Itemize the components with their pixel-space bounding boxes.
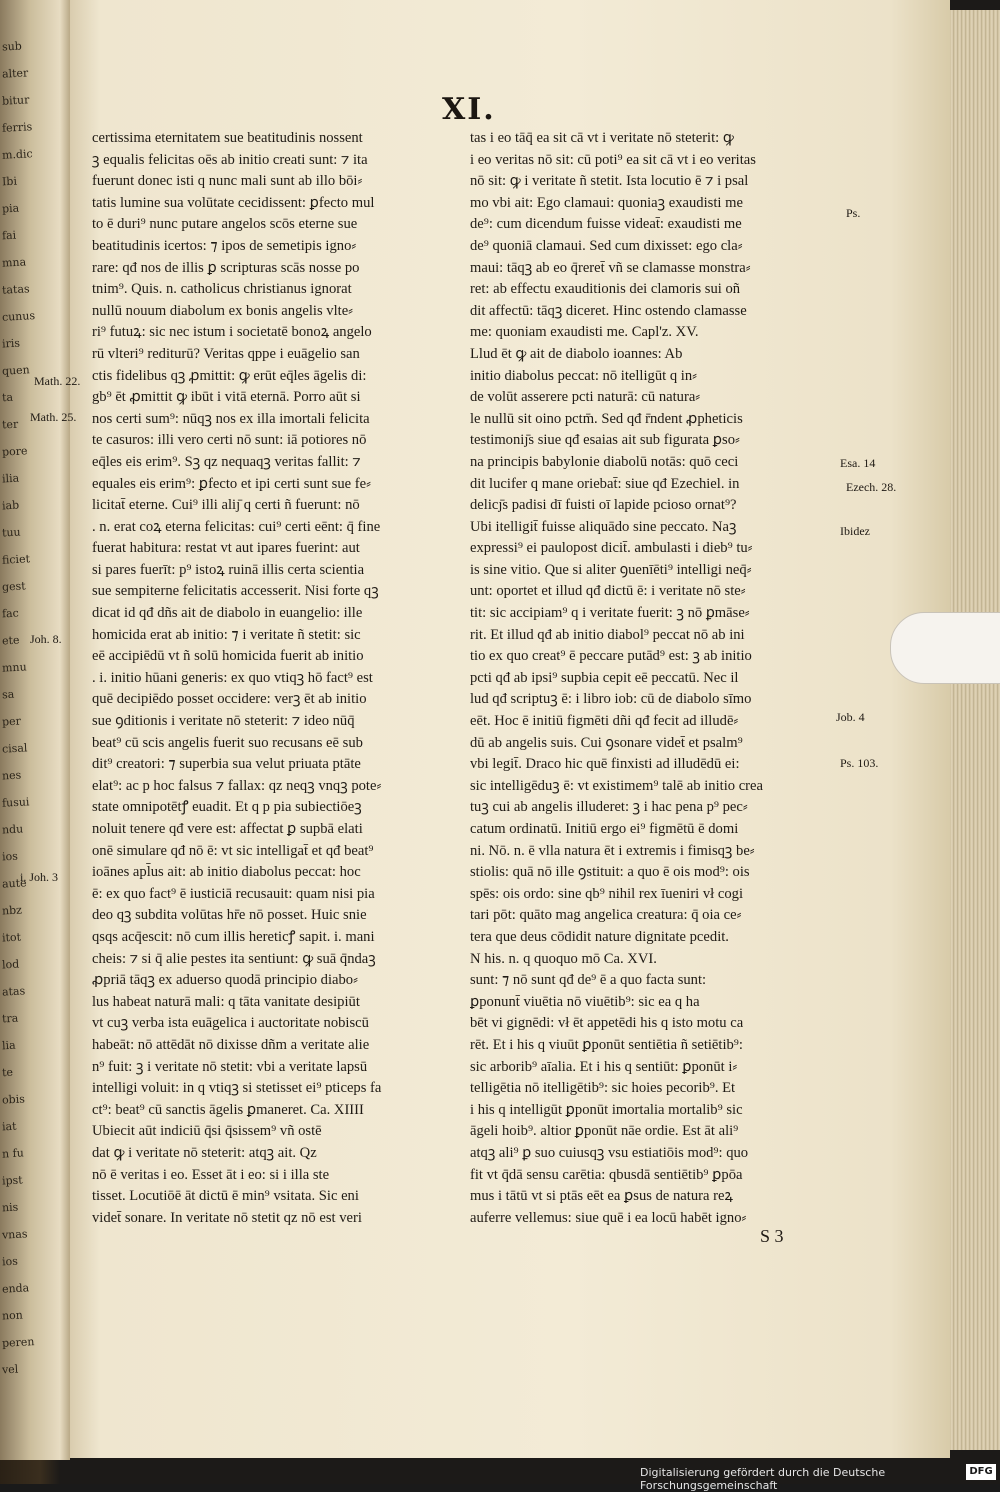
text-line: rit. Et illud qđ ab initio diabol⁹ peccat nō ab ini [470, 626, 745, 643]
text-line: sue ꝯditionis i veritate nō steterit: ⁊ ideo nūq̄ [92, 713, 355, 730]
text-line: eēt. Hoc ē initiū figmēti dñi qđ fecit ad illudē⸗ [470, 713, 739, 730]
text-line: fit vt q̄dā sensu carētia: qbusdā sentiētib⁹ ꝑpōa [470, 1166, 743, 1183]
facing-page-fragment: tra [1, 1011, 19, 1026]
facing-page-fragment: ferris [1, 120, 33, 135]
text-line: beatitudinis icertos: ⁊ ipos de semetipis igno⸗ [92, 237, 357, 254]
facing-page-fragment: fai [1, 228, 17, 243]
text-line: ꝫ equalis felicitas oēs ab initio creati sunt: ⁊ ita [92, 151, 368, 168]
text-line: de⁹ quoniā clamaui. Sed cum dixisset: ego cla⸗ [470, 237, 743, 254]
text-line: bēt vi gignēdi: vł ēt appetēdi his q isto motu ca [470, 1015, 744, 1032]
text-line: homicida erat ab initio: ⁊ i veritate ñ stetit: sic [92, 626, 361, 643]
text-line: elat⁹: ac p hoc falsus ⁊ fallax: qz neqꝫ vnqꝫ pote⸗ [92, 777, 382, 794]
text-line: deo qꝫ subdita volūtas hr̄e nō posset. Huic snie [92, 907, 367, 924]
text-line: ꝓpriā tāqꝫ ex aduerso quodā principio diabo⸗ [92, 972, 358, 989]
right-text-column [470, 128, 838, 1229]
text-line: fuerunt donec isti q nunc mali sunt ab illo bōi⸗ [92, 173, 363, 190]
margin-note-i-joh-3: i. Joh. 3 [20, 870, 59, 884]
text-line: eē accipiēdū vt ñ solū homicida fuerit ab initio [92, 648, 364, 665]
facing-page-fragment: itot [1, 930, 22, 945]
facing-page-fragment: m.dic [1, 147, 33, 162]
page-edges [950, 10, 1000, 1450]
text-line: certissima eternitatem sue beatitudinis nossent [92, 130, 363, 146]
bookmark-tab [890, 612, 1000, 684]
text-line: me: quoniam exaudisti me. Capl'z. XV. [470, 324, 699, 341]
text-line: nō sit: ꝙ i veritate ñ stetit. Ista locutio ē ⁊ i psal [470, 173, 749, 190]
facing-page-fragment: pore [1, 444, 28, 459]
facing-page-fragment: mnu [1, 660, 27, 675]
facing-page-fragment: ios [1, 1254, 19, 1269]
text-line: na principis babylonie diabolū notās: quō ceci [470, 453, 739, 470]
facing-page-fragment: tatas [1, 282, 30, 297]
text-line: de volūt asserere pcti naturā: cū natura⸗ [470, 389, 701, 406]
text-line: ioānes apl̄us ait: ab initio diabolus peccat: hoc [92, 864, 361, 881]
facing-page-fragment: peren [1, 1335, 35, 1350]
facing-page-fragment: nes [1, 768, 22, 783]
text-line: ct⁹: beat⁹ cū sanctis āgelis ꝑmaneret. Ca. XIIII [92, 1101, 364, 1118]
text-line: tio ex quo creat⁹ ē peccare putād⁹ est: ꝫ ab initio [470, 648, 752, 665]
text-line: tit: sic accipiam⁹ q i veritate fuerit: ꝫ nō ꝑmāse⸗ [470, 605, 750, 622]
text-line: āgeli hoib⁹. altior ꝑponūt nāe ordie. Est āt ali⁹ [470, 1123, 739, 1140]
text-line: delicȷ̄s padisi dī fuisti oī lapide pcioso ornat⁹? [470, 497, 737, 514]
facing-page-fragment: fusui [1, 795, 30, 810]
text-line: i his q intelligūt ꝑponūt imortalia mortalib⁹ sic [470, 1101, 743, 1118]
text-line: nos certi sum⁹: nūqꝫ nos ex illa imortali felicita [92, 410, 370, 427]
facing-page-fragment: mna [1, 255, 27, 270]
text-line: pcti qđ ab ipsi⁹ supbia cepit eē peccatū. Nec il [470, 669, 739, 686]
facing-page-fragment: iat [1, 1119, 17, 1134]
facing-page-fragment: gest [1, 579, 26, 594]
text-line: Ubi itelligit̄ fuisse aliquādo sine peccato. Naꝫ [470, 518, 737, 535]
facing-page-fragment: obis [1, 1092, 26, 1107]
dfg-logo: DFG [966, 1464, 996, 1480]
text-line: dat ꝙ i veritate nō steterit: atqꝫ ait. Qz [92, 1144, 317, 1161]
text-line: te casuros: illi vero certi nō sunt: iā potiores nō [92, 432, 367, 449]
text-line: stiolis: quā nō ille ꝯstituit: a quo ē ois mod⁹: ois [470, 864, 750, 881]
text-line: tnim⁹. Quis. n. catholicus christianus ignorat [92, 281, 352, 298]
text-line: onē simulare qđ nō ē: vt sic intelligat̄ et qđ beat⁹ [92, 842, 374, 859]
text-line: nō ē veritas i eo. Esset āt i eo: si i illa ste [92, 1166, 330, 1183]
facing-page-fragment: ta [1, 390, 14, 405]
text-line: lud qđ scriptuꝫ ē: i libro iob: cū de diabolo sīmo [470, 691, 752, 708]
margin-note-ps-103: Ps. 103. [840, 756, 879, 770]
text-line: gb⁹ ēt ꝓmittit ꝙ ibūt i vitā eternā. Porro aūt si [92, 389, 361, 406]
text-line: state omnipotētꝭ euadit. Et q p pia subiectiōeꝫ [92, 799, 362, 816]
facing-page-fragment: ndu [1, 822, 24, 837]
text-line: dit⁹ creatori: ⁊ superbia sua velut priuata ptāte [92, 756, 361, 773]
text-line: equales eis erim⁹: ꝑfecto et ipi certi sunt sue fe⸗ [92, 475, 371, 492]
text-line: habeāt: nō attēdāt nō dixisse dñm a veritate alie [92, 1036, 370, 1053]
text-line: is sine vitio. Que si aliter ꝯuenīēti⁹ intelligi neq̄⸗ [470, 561, 752, 578]
text-line: N his. n. q quoquo mō Ca. XVI. [470, 950, 657, 967]
margin-note-ezech-28: Ezech. 28. [846, 480, 897, 494]
text-line: si pares fuerīt: p⁹ istoꝝ ruinā illis certa scientia [92, 561, 365, 578]
text-line: quē decipiēdo posset occidere: verꝫ ēt ab initio [92, 691, 367, 708]
facing-page-fragment: nbz [1, 903, 23, 918]
facing-page-fragment: sa [1, 687, 15, 702]
text-line: ri⁹ futuꝝ: sic nec istum i societatē bonoꝝ angelo [92, 324, 372, 341]
text-line: qsqs acq̄escit: nō cum illis hereticꝭ sapit. i. mani [92, 928, 375, 945]
facing-page-fragment: quen [1, 363, 31, 378]
text-line: unt: oportet et illud qđ dictū ē: i veritate nō ste⸗ [470, 583, 746, 600]
facing-page-fragment: nis [1, 1200, 19, 1215]
text-line: rare: qđ nos de illis ꝑ scripturas scās nosse po [92, 259, 360, 276]
facing-page-fragment: enda [1, 1281, 30, 1296]
text-line: vbi legit̄. Draco hic quē finxisti ad illudēdū ei: [470, 756, 740, 773]
text-line: cheis: ⁊ si q̄ alie pestes ita sentiunt: ꝙ suā q̄ndaꝫ [92, 950, 376, 967]
text-line: expressi⁹ ei paulopost dicit̄. ambulasti i dieb⁹ tu⸗ [470, 540, 753, 557]
facing-page-fragment: per [1, 714, 22, 729]
text-line: tas i eo tāq̄ ea sit cā vt i veritate nō steterit: ꝙ [470, 130, 734, 146]
text-line: . i. initio hūani generis: ex quo vtiqꝫ hō fact⁹ est [92, 669, 373, 686]
text-line: rū vlteri⁹ rediturū? Veritas qppe i euāgelio san [92, 345, 360, 362]
text-line: ē: ex quo fact⁹ ē iusticiā recusauit: quam nisi pia [92, 885, 375, 902]
facing-page-fragment: ete [1, 633, 20, 648]
facing-page-fragment: fac [1, 606, 20, 621]
text-line: to ē duri⁹ nunc putare angelos scōs eterne sue [92, 216, 358, 233]
text-line: ctis fidelibus qꝫ ꝓmittit: ꝙ erūt eq̄les āgelis di: [92, 367, 367, 384]
text-line: spēs: ois ordo: sine qb⁹ nihil rex īueniri vł cogi [470, 885, 744, 902]
facing-page-fragment: ilia [1, 471, 20, 486]
facing-page-fragment: bitur [1, 93, 30, 108]
text-line: sic arborib⁹ aīalia. Et i his q sentiūt: ꝑponūt i⸗ [470, 1058, 738, 1075]
text-line: initio diabolus peccat: nō itelligūt q in⸗ [470, 367, 697, 384]
facing-page-fragment: lod [1, 957, 20, 972]
facing-page-fragment: lia [1, 1038, 16, 1053]
margin-note-ps: Ps. [846, 206, 861, 220]
signature-mark: S 3 [760, 1226, 784, 1246]
text-line: dit affectū: tāqꝫ diceret. Hinc ostendo clamasse [470, 302, 747, 319]
facing-page-fragment: Ibi [1, 174, 18, 189]
margin-note-math-25: Math. 25. [30, 410, 77, 424]
text-line: tisset. Locutiōē āt dictū ē min⁹ vsitata. Sic eni [92, 1188, 359, 1205]
facing-page-fragment: atas [1, 984, 26, 999]
facing-page-fragment: ios [1, 849, 19, 864]
text-line: fuerat habitura: restat vt aut ipares fuerint: aut [92, 540, 360, 557]
facing-page-fragment: n fu [1, 1146, 25, 1161]
left-text-column [92, 128, 460, 1229]
text-line: licitat̄ eterne. Cui⁹ illi aliȷ̄ q certi ñ fuerunt: nō [92, 497, 360, 514]
margin-note-job-4: Job. 4 [836, 710, 865, 724]
facing-page-fragment: tuu [1, 525, 21, 540]
text-line: auferre vellemus: siue quē i ea locū habēt igno⸗ [470, 1209, 747, 1226]
text-line: videt̄ sonare. In veritate nō stetit qz nō est veri [92, 1209, 362, 1226]
text-line: vt cuꝫ verba ista euāgelica i auctoritate nobiscū [92, 1015, 369, 1032]
text-line: ret: ab effectu exauditionis dei clamoris sui oñ [470, 281, 741, 298]
facing-page-fragment: ipst [1, 1173, 23, 1188]
text-line: intelligi voluit: in q vtiqꝫ si stetisset ei⁹ pticeps fa [92, 1080, 382, 1097]
facing-page-fragment: pia [1, 201, 20, 216]
text-line: tera que deus cōdidit nature dignitate pcedit. [470, 928, 729, 945]
text-line: Ubiecit aūt indiciū q̄si q̄sissem⁹ vñ ostē [92, 1123, 322, 1140]
text-line: le nullū sit oino pctm̄. Sed qđ r̄ndent ꝓpheticis [470, 410, 743, 427]
text-line: nullū nouum diabolum ex bonis angelis vlte⸗ [92, 302, 354, 319]
facing-page-fragment: iris [1, 336, 21, 351]
facing-page-fragment: iab [1, 498, 20, 513]
text-line: tatis lumine sua volūtate cecidissent: ꝑfecto mul [92, 194, 375, 211]
facing-page-edge [0, 0, 70, 1460]
text-line: testimoniȷ̄s siue qđ esaias ait sub figurata ꝑso⸗ [470, 432, 740, 449]
text-line: telligētia nō itelligētib⁹: sic hoies pecorib⁹. Et [470, 1080, 736, 1097]
text-line: Llud ēt ꝙ ait de diabolo ioannes: Ab [470, 345, 683, 362]
facing-page-fragment: ter [1, 417, 19, 432]
facing-page-fragment: sub [1, 39, 23, 54]
text-line: de⁹: cum dicendum fuisse videat̄: exaudisti me [470, 216, 742, 233]
facing-page-fragment: cisal [1, 741, 28, 756]
facing-page-fragment: ficiet [1, 552, 31, 567]
text-line: rēt. Et i his q viuūt ꝑponūt sentiētia ñ setiētib⁹: [470, 1036, 743, 1053]
facing-page-fragment: non [1, 1308, 24, 1323]
text-line: ni. Nō. n. ē vlla natura ēt i extremis i fimisqꝫ be⸗ [470, 842, 755, 859]
text-line: sic intelligēduꝫ ē: vt existimem⁹ talē ab initio crea [470, 777, 763, 794]
text-line: dicat id qđ dñs ait de diabolo in euangelio: ille [92, 605, 363, 622]
text-line: lus habeat naturā mali: q tāta vanitate desipiūt [92, 993, 360, 1010]
facing-page-fragment: cunus [1, 309, 36, 324]
text-line: beat⁹ cū scis angelis fuerit suo recusans eē sub [92, 734, 363, 751]
text-line: n⁹ fuit: ꝫ i veritate nō stetit: vbi a veritate lapsū [92, 1058, 368, 1075]
text-line: maui: tāqꝫ ab eo q̄reret̄ vñ se clamasse monstra⸗ [470, 259, 751, 276]
text-line: mus i tātū vt si ptās eēt ea ꝑsus de natura reꝝ [470, 1188, 733, 1205]
text-line: tari pōt: quāto mag angelica creatura: q̄ oia ce⸗ [470, 907, 742, 924]
facing-page-fragment: te [1, 1065, 14, 1080]
text-line: dit lucifer q mane oriebat̄: siue qđ Ezechiel. in [470, 475, 740, 492]
text-line: ꝑponunt̄ viuētia nō viuētib⁹: sic ea q ha [470, 993, 700, 1010]
folio-number: XI. [442, 92, 496, 127]
margin-note-esa-14: Esa. 14 [840, 456, 876, 470]
margin-note-ibidez: Ibidez [840, 524, 870, 538]
text-line: sunt: ⁊ nō sunt qđ de⁹ ē a quo facta sunt: [470, 972, 707, 989]
facing-page-fragment: alter [1, 66, 29, 81]
text-line: i eo veritas nō sit: cū poti⁹ ea sit cā vt i eo veritas [470, 151, 756, 168]
text-line: catum ordinatū. Initiū ergo ei⁹ figmētū ē domi [470, 821, 739, 837]
margin-note-math-22: Math. 22. [34, 374, 81, 388]
text-line: noluit tenere qđ vere est: affectat ꝑ supbā elati [92, 821, 363, 837]
facing-page-fragment: aute [1, 876, 27, 891]
text-line: sue sempiterne felicitatis accesserit. Nisi forte qꝫ [92, 583, 379, 600]
facing-page-fragment: vel [1, 1362, 19, 1377]
text-line: atqꝫ ali⁹ ꝑ suo cuiusqꝫ vsu estiatiōis mod⁹: quo [470, 1144, 749, 1161]
text-line: mo vbi ait: Ego clamaui: quoniaꝫ exaudisti me [470, 194, 743, 211]
facing-page-fragment: vnas [1, 1227, 28, 1242]
text-line: tuꝫ cui ab angelis illuderet: ꝫ i hac pena p⁹ pec⸗ [470, 799, 748, 816]
text-line: dū ab angelis suis. Cui ꝯsonare videt̄ et psalm⁹ [470, 734, 743, 751]
footer-credit: Digitalisierung gefördert durch die Deutsche Forschungsgemeinschaft [640, 1466, 886, 1492]
text-line: eq̄les eis erim⁹. Sꝫ qz nequaqꝫ veritas fallit: ⁊ [92, 453, 361, 470]
text-line: . n. erat coꝝ eterna felicitas: cui⁹ certi eēnt: q̄ fine [92, 518, 381, 535]
margin-note-joh-8: Joh. 8. [30, 632, 62, 646]
